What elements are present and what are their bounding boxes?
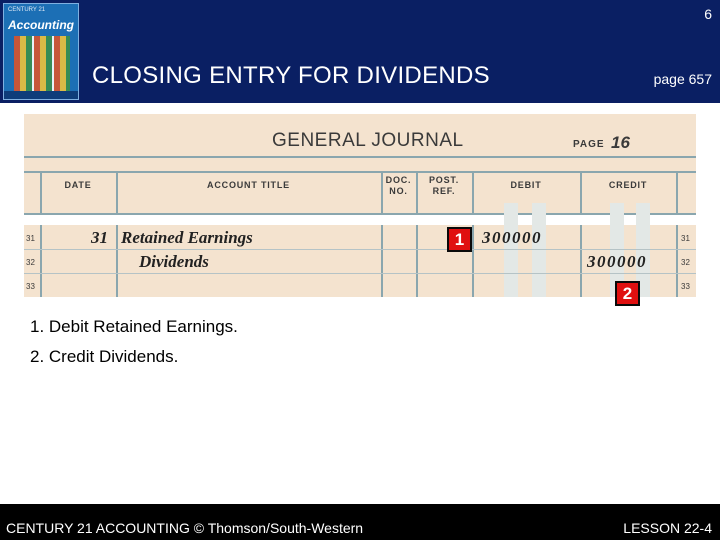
row-account-title: Retained Earnings — [121, 228, 253, 247]
book-cover-band — [4, 91, 78, 99]
column-header-account-title: ACCOUNT TITLE — [207, 180, 290, 190]
row-rule — [24, 273, 696, 274]
row-line-number-right: 32 — [681, 258, 690, 267]
row-line-number-left: 31 — [26, 234, 35, 243]
doc-no-line2: NO. — [389, 186, 408, 196]
row-credit-amount: 300000 — [587, 252, 647, 271]
journal-page-label: PAGE — [573, 139, 605, 150]
row-account-title: Dividends — [139, 252, 209, 271]
book-cover-art — [14, 36, 70, 92]
post-ref-line2: REF. — [432, 186, 456, 196]
book-brand-label: Accounting — [8, 18, 74, 32]
slide-header — [0, 0, 720, 103]
row-line-number-right: 33 — [681, 282, 690, 291]
slide-title: CLOSING ENTRY FOR DIVIDENDS — [92, 62, 490, 89]
doc-no-line1: DOC. — [385, 175, 412, 185]
debit-amount-column-shade — [532, 203, 546, 297]
column-rule — [676, 171, 678, 297]
row-line-number-left: 32 — [26, 258, 35, 267]
column-header-date: DATE — [64, 180, 92, 190]
debit-amount-column-shade — [504, 203, 518, 297]
book-series-label: CENTURY 21 — [8, 7, 46, 13]
row-debit-amount: 300000 — [482, 228, 542, 247]
journal-page-number: 16 — [611, 133, 630, 152]
footer-lesson: LESSON 22-4 — [623, 520, 712, 536]
page-reference: page 657 — [653, 71, 712, 87]
row-day: 31 — [91, 228, 108, 247]
header-top-rule — [24, 156, 696, 158]
column-header-post-ref — [416, 175, 472, 197]
row-line-number-left: 33 — [26, 282, 35, 291]
column-header-doc-no — [381, 175, 416, 197]
slide-footer — [0, 504, 720, 540]
textbook-cover-image — [3, 3, 79, 100]
row-line-number-right: 31 — [681, 234, 690, 243]
journal-skip-area — [24, 215, 696, 225]
step-2-text: 2. Credit Dividends. — [30, 347, 179, 366]
journal-title: GENERAL JOURNAL — [272, 130, 464, 151]
row-rule — [24, 249, 696, 250]
header-mid-rule — [24, 171, 696, 173]
post-ref-line1: POST. — [428, 175, 459, 185]
footer-copyright: CENTURY 21 ACCOUNTING © Thomson/South-Western — [6, 520, 364, 536]
step-list — [30, 312, 238, 372]
column-header-credit: CREDIT — [608, 180, 648, 190]
slide-number: 6 — [704, 6, 712, 22]
step-1-badge: 1 — [447, 227, 472, 252]
column-header-debit: DEBIT — [510, 180, 542, 190]
step-2-badge: 2 — [615, 281, 640, 306]
general-journal — [24, 114, 696, 297]
step-1-text: 1. Debit Retained Earnings. — [30, 317, 238, 336]
